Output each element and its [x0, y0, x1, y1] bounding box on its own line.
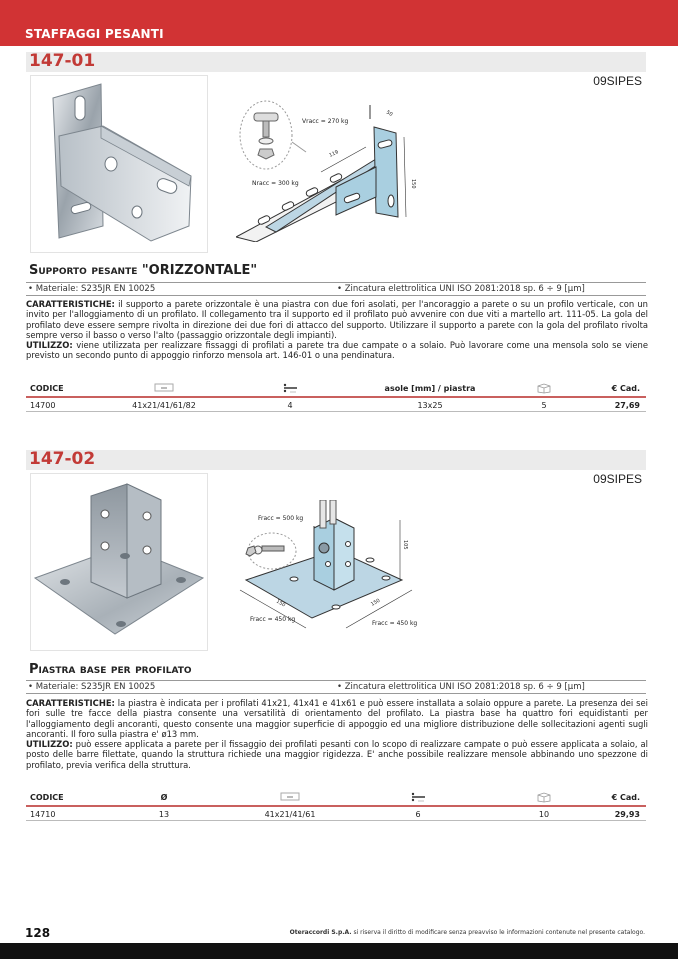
product-photo [30, 75, 208, 253]
load-label-f3: Fracc = 450 kg [372, 620, 418, 627]
cell-pack: 5 [541, 401, 547, 410]
product-code-bar [26, 450, 646, 470]
product-table [26, 789, 646, 821]
table-header [26, 789, 646, 807]
bracket-photo-icon [31, 76, 207, 252]
table-header [26, 380, 646, 398]
material-spec: • Materiale: S235JR EN 10025 [28, 284, 156, 294]
material-spec: • Materiale: S235JR EN 10025 [28, 682, 156, 692]
footer-disclaimer: si riserva il diritto di modificare senza preavviso le informazioni contenute nel presente catalogo. [351, 929, 645, 936]
features-label: CARATTERISTICHE: [26, 698, 115, 708]
section-title: STAFFAGGI PESANTI [25, 27, 164, 41]
product-table [26, 380, 646, 412]
cell-profile: 41x21/41/61 [264, 810, 316, 819]
base-plate-photo-icon [31, 474, 207, 650]
profile-icon [154, 383, 174, 394]
profile-icon [280, 792, 300, 803]
features-label: CARATTERISTICHE: [26, 299, 115, 309]
cell-code: 14700 [30, 401, 56, 410]
footer-note [290, 929, 645, 936]
dim-label-2: 150 [275, 598, 287, 609]
dim-label-3: 150 [410, 179, 416, 189]
technical-drawing [236, 500, 426, 635]
spec-row [26, 282, 646, 296]
cell-code: 14710 [30, 810, 56, 819]
load-label-n: Nracc = 300 kg [252, 180, 299, 187]
load-label-v: Vracc = 270 kg [302, 118, 349, 125]
header-price: € Cad. [611, 384, 640, 393]
product-code-bar [26, 52, 646, 72]
spec-row [26, 680, 646, 694]
finish-spec: • Zincatura elettrolitica UNI ISO 2081:2018 sp. 6 ÷ 9 [µm] [337, 284, 585, 294]
technical-drawing [236, 97, 426, 242]
page-number: 128 [25, 926, 51, 940]
dim-label-1: 105 [402, 540, 408, 550]
section-header-bar [0, 0, 678, 46]
cell-slots: 13x25 [417, 401, 443, 410]
footer-bar [0, 943, 678, 959]
load-label-f1: Fracc = 500 kg [258, 515, 304, 522]
usage-text: può essere applicata a parete per il fissaggio dei profilati pesanti con lo scopo di realizzare campate o può essere applicata a solaio, al posto delle barre filettate, quando la struttura richiede una maggior rigidezza. E' anche possibile realizzare mensole abbinando uno spezzone di profilato, previa verifica della struttura. [26, 739, 648, 770]
usage-text: viene utilizzata per realizzare fissaggi di profilati a parete tra due campate o a solaio. Può lavorare come una mensola solo se viene previsto un secondo punto di appoggio rinforzo mensola art. 146-01 o una pendinatura. [26, 340, 648, 361]
product-photo [30, 473, 208, 651]
cell-holes: 6 [415, 810, 421, 819]
features-text: la piastra è indicata per i profilati 41x21, 41x41 e 41x61 e può essere installata a solaio oppure a parete. La presenza dei sei fori sulle tre facce della piastra consente una versatilità di orientamento del profilato. La piastra base ha quattro fori equidistanti per l'alloggiamento degli ancoranti, questo consente una maggior superficie di appoggio ed una migliore distribuzione delle sollecitazioni agenti sugli ancoranti. Il foro sulla piastra e' ø13 mm. [26, 698, 648, 739]
dim-label-2: 119 [328, 149, 340, 159]
product-description [26, 299, 648, 361]
box-icon [536, 791, 552, 805]
cell-holes: 4 [287, 401, 293, 410]
table-row [26, 398, 646, 412]
cell-diameter: 13 [158, 810, 170, 819]
supplier-code: 09SIPES [593, 472, 642, 486]
product-description [26, 698, 648, 770]
usage-label: UTILIZZO: [26, 739, 73, 750]
product-title: Piastra base per profilato [29, 662, 192, 677]
footer-company: Oteraccordi S.p.A. [289, 929, 352, 936]
product-code: 147-02 [29, 449, 96, 469]
cell-pack: 10 [538, 810, 550, 819]
holes-icon [410, 791, 426, 805]
product-title: Supporto pesante "ORIZZONTALE" [29, 263, 258, 278]
finish-spec: • Zincatura elettrolitica UNI ISO 2081:2018 sp. 6 ÷ 9 [µm] [337, 682, 585, 692]
load-label-f2: Fracc = 450 kg [250, 616, 296, 623]
dim-label-1: 50 [385, 109, 394, 118]
header-code: CODICE [30, 384, 64, 393]
header-price: € Cad. [611, 793, 640, 802]
holes-icon [282, 382, 298, 396]
header-slots: asole [mm] / piastra [384, 384, 476, 393]
supplier-code: 09SIPES [593, 74, 642, 88]
cell-price: 29,93 [614, 810, 640, 819]
box-icon [536, 382, 552, 396]
features-text: il supporto a parete orizzontale è una piastra con due fori asolati, per l'ancoraggio a parete o su un profilo verticale, con un invito per l'alloggiamento di un profilato. Il collegamento tra il supporto ed il profilato può avvenire con due viti a martello art. 111-05. La gola del profilato deve essere sempre rivolta in direzione dei due fori di attacco del supporto. Utilizzare il supporto a parete con la gola del profilato rivolta sempre verso il basso o verso l'alto (passaggio orizzontale degli impianti). [26, 299, 648, 340]
dim-label-3: 150 [370, 597, 382, 608]
product-code: 147-01 [29, 51, 96, 71]
header-code: CODICE [30, 793, 64, 802]
usage-label: UTILIZZO: [26, 340, 73, 351]
cell-profile: 41x21/41/61/82 [132, 401, 196, 410]
cell-price: 27,69 [614, 401, 640, 410]
table-row [26, 807, 646, 821]
header-diameter: Ø [160, 793, 168, 802]
